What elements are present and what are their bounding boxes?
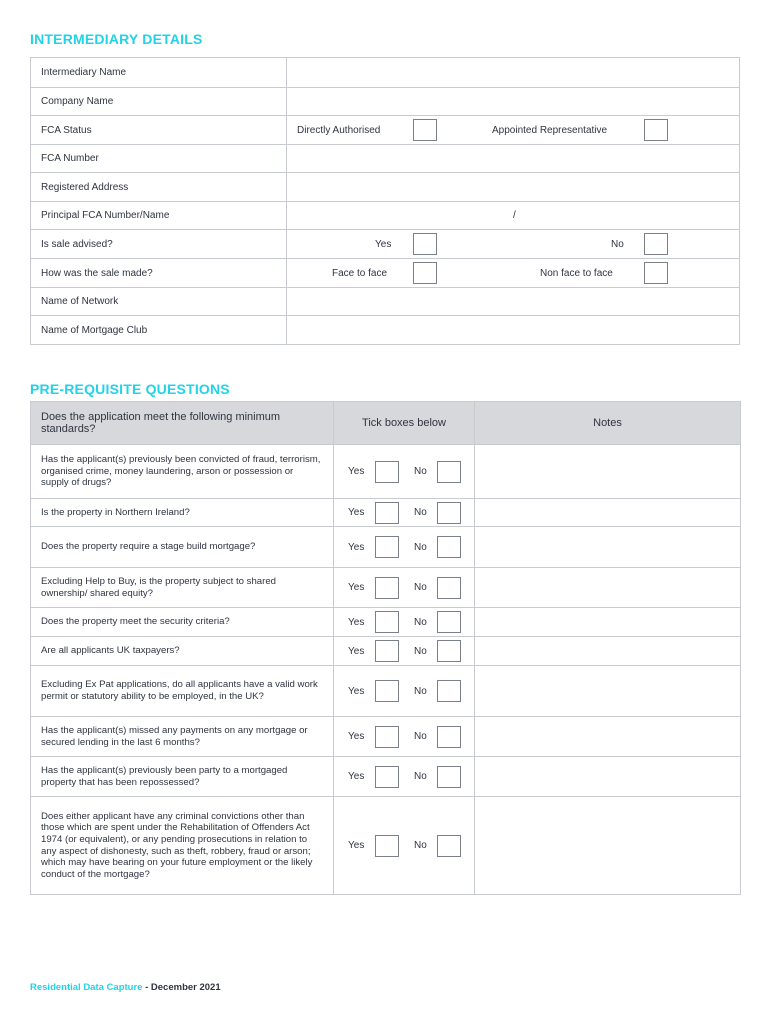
sale-advised-label: Is sale advised? (31, 230, 287, 258)
notes-field[interactable] (475, 527, 740, 567)
no-label: No (414, 840, 427, 851)
principal-fca-separator: / (513, 210, 516, 221)
question-text: Does either applicant have any criminal convictions other than those which are spent under the Rehabilitation of Offenders Act 1974 (or equivalent), or any pending prosecutions in relation to any aspect of dishonesty, such as theft, robbery, fraud or arson; which may have bearing on your future employment or the likely conduct of the mortgage? (31, 797, 334, 894)
sale-advised-row (31, 230, 739, 259)
question-text: Has the applicant(s) previously been convicted of fraud, terrorism, organised crime, money laundering, arson or possession or supply of drugs? (31, 445, 334, 498)
question-text: Does the property meet the security criteria? (31, 608, 334, 636)
no-checkbox[interactable] (437, 766, 461, 788)
fca-number-label: FCA Number (31, 145, 287, 172)
sale-advised-no-checkbox[interactable] (644, 233, 668, 255)
company-name-row (31, 88, 739, 116)
question-text: Has the applicant(s) missed any payments on any mortgage or secured lending in the last 6 months? (31, 717, 334, 756)
registered-address-field[interactable] (287, 173, 739, 201)
question-row (31, 608, 740, 637)
intermediary-name-label: Intermediary Name (31, 58, 287, 87)
yes-label: Yes (348, 507, 365, 518)
yes-label: Yes (348, 645, 365, 657)
footer (30, 982, 221, 993)
question-text: Does the property require a stage build mortgage? (31, 527, 334, 567)
question-row (31, 797, 740, 894)
notes-field[interactable] (475, 608, 740, 636)
intermediary-table (30, 57, 740, 345)
question-tick-cell (334, 717, 475, 756)
notes-field[interactable] (475, 717, 740, 756)
yes-label: Yes (348, 685, 365, 697)
notes-field[interactable] (475, 637, 740, 665)
face-to-face-checkbox[interactable] (413, 262, 437, 284)
question-tick-cell (334, 527, 475, 567)
question-row (31, 757, 740, 797)
appointed-representative-checkbox[interactable] (644, 119, 668, 141)
directly-authorised-checkbox[interactable] (413, 119, 437, 141)
question-row (31, 445, 740, 499)
mortgage-club-field[interactable] (287, 316, 739, 344)
prereq-title: PRE-REQUISITE QUESTIONS (30, 381, 230, 397)
network-label: Name of Network (31, 288, 287, 315)
notes-field[interactable] (475, 666, 740, 716)
question-tick-cell (334, 499, 475, 526)
fca-number-row (31, 145, 739, 173)
registered-address-label: Registered Address (31, 173, 287, 201)
principal-fca-row (31, 202, 739, 230)
no-checkbox[interactable] (437, 536, 461, 558)
face-to-face-label: Face to face (332, 267, 388, 279)
question-tick-cell (334, 757, 475, 796)
prereq-table (30, 401, 741, 895)
sale-method-row (31, 259, 739, 288)
header-tick: Tick boxes below (334, 402, 475, 444)
question-tick-cell (334, 637, 475, 665)
yes-checkbox[interactable] (375, 461, 399, 483)
notes-field[interactable] (475, 568, 740, 607)
fca-number-field[interactable] (287, 145, 739, 172)
question-row (31, 717, 740, 757)
sale-advised-yes-label: Yes (375, 238, 392, 250)
yes-checkbox[interactable] (375, 766, 399, 788)
no-label: No (414, 616, 427, 628)
yes-label: Yes (348, 731, 365, 742)
header-notes: Notes (593, 417, 622, 429)
prereq-header-row (31, 402, 740, 445)
sale-advised-no-label: No (611, 238, 624, 250)
question-row (31, 637, 740, 666)
appointed-representative-label: Appointed Representative (492, 124, 608, 136)
no-checkbox[interactable] (437, 640, 461, 662)
company-name-label: Company Name (31, 88, 287, 115)
no-label: No (414, 507, 427, 518)
no-label: No (414, 466, 427, 477)
fca-status-row (31, 116, 739, 145)
yes-label: Yes (348, 771, 365, 782)
no-checkbox[interactable] (437, 461, 461, 483)
no-checkbox[interactable] (437, 680, 461, 702)
directly-authorised-label: Directly Authorised (297, 124, 381, 136)
question-tick-cell (334, 568, 475, 607)
header-question: Does the application meet the following minimum standards? (31, 402, 334, 444)
no-label: No (414, 541, 427, 553)
principal-fca-label: Principal FCA Number/Name (31, 202, 287, 229)
no-label: No (414, 685, 427, 697)
sale-method-label: How was the sale made? (31, 259, 287, 287)
intermediary-name-field[interactable] (287, 58, 739, 87)
question-text: Excluding Ex Pat applications, do all applicants have a valid work permit or statutory ability to be employed, in the UK? (31, 666, 334, 716)
non-face-to-face-label: Non face to face (540, 267, 613, 279)
fca-status-label: FCA Status (31, 116, 287, 144)
question-tick-cell (334, 666, 475, 716)
question-text: Is the property in Northern Ireland? (31, 499, 334, 526)
yes-checkbox[interactable] (375, 726, 399, 748)
mortgage-club-row (31, 316, 739, 344)
no-checkbox[interactable] (437, 726, 461, 748)
network-row (31, 288, 739, 316)
intermediary-name-row (31, 58, 739, 88)
question-text: Are all applicants UK taxpayers? (31, 637, 334, 665)
sale-advised-yes-checkbox[interactable] (413, 233, 437, 255)
network-field[interactable] (287, 288, 739, 315)
no-label: No (414, 582, 427, 593)
principal-fca-field[interactable] (287, 202, 739, 229)
question-tick-cell (334, 608, 475, 636)
no-label: No (414, 731, 427, 742)
company-name-field[interactable] (287, 88, 739, 115)
yes-label: Yes (348, 616, 365, 628)
yes-label: Yes (348, 541, 365, 553)
notes-field[interactable] (475, 445, 740, 498)
non-face-to-face-checkbox[interactable] (644, 262, 668, 284)
mortgage-club-label: Name of Mortgage Club (31, 316, 287, 344)
question-row (31, 568, 740, 608)
footer-date: December 2021 (150, 982, 221, 993)
yes-label: Yes (348, 840, 365, 851)
no-label: No (414, 645, 427, 657)
question-tick-cell (334, 445, 475, 498)
question-tick-cell (334, 797, 475, 894)
no-checkbox[interactable] (437, 835, 461, 857)
footer-sep: - (142, 982, 151, 993)
registered-address-row (31, 173, 739, 202)
yes-label: Yes (348, 582, 365, 593)
no-checkbox[interactable] (437, 502, 461, 524)
yes-checkbox[interactable] (375, 611, 399, 633)
notes-field[interactable] (475, 499, 740, 526)
question-text: Excluding Help to Buy, is the property subject to shared ownership/ shared equity? (31, 568, 334, 607)
no-checkbox[interactable] (437, 577, 461, 599)
yes-checkbox[interactable] (375, 536, 399, 558)
question-row (31, 666, 740, 717)
yes-checkbox[interactable] (375, 502, 399, 524)
yes-checkbox[interactable] (375, 577, 399, 599)
yes-label: Yes (348, 466, 365, 477)
yes-checkbox[interactable] (375, 640, 399, 662)
notes-field[interactable] (475, 757, 740, 796)
footer-doc: Residential Data Capture (30, 982, 143, 993)
no-label: No (414, 771, 427, 782)
notes-field[interactable] (475, 797, 740, 894)
question-row (31, 527, 740, 568)
question-row (31, 499, 740, 527)
question-text: Has the applicant(s) previously been party to a mortgaged property that has been repossessed? (31, 757, 334, 796)
intermediary-title: INTERMEDIARY DETAILS (30, 31, 203, 47)
yes-checkbox[interactable] (375, 835, 399, 857)
yes-checkbox[interactable] (375, 680, 399, 702)
no-checkbox[interactable] (437, 611, 461, 633)
